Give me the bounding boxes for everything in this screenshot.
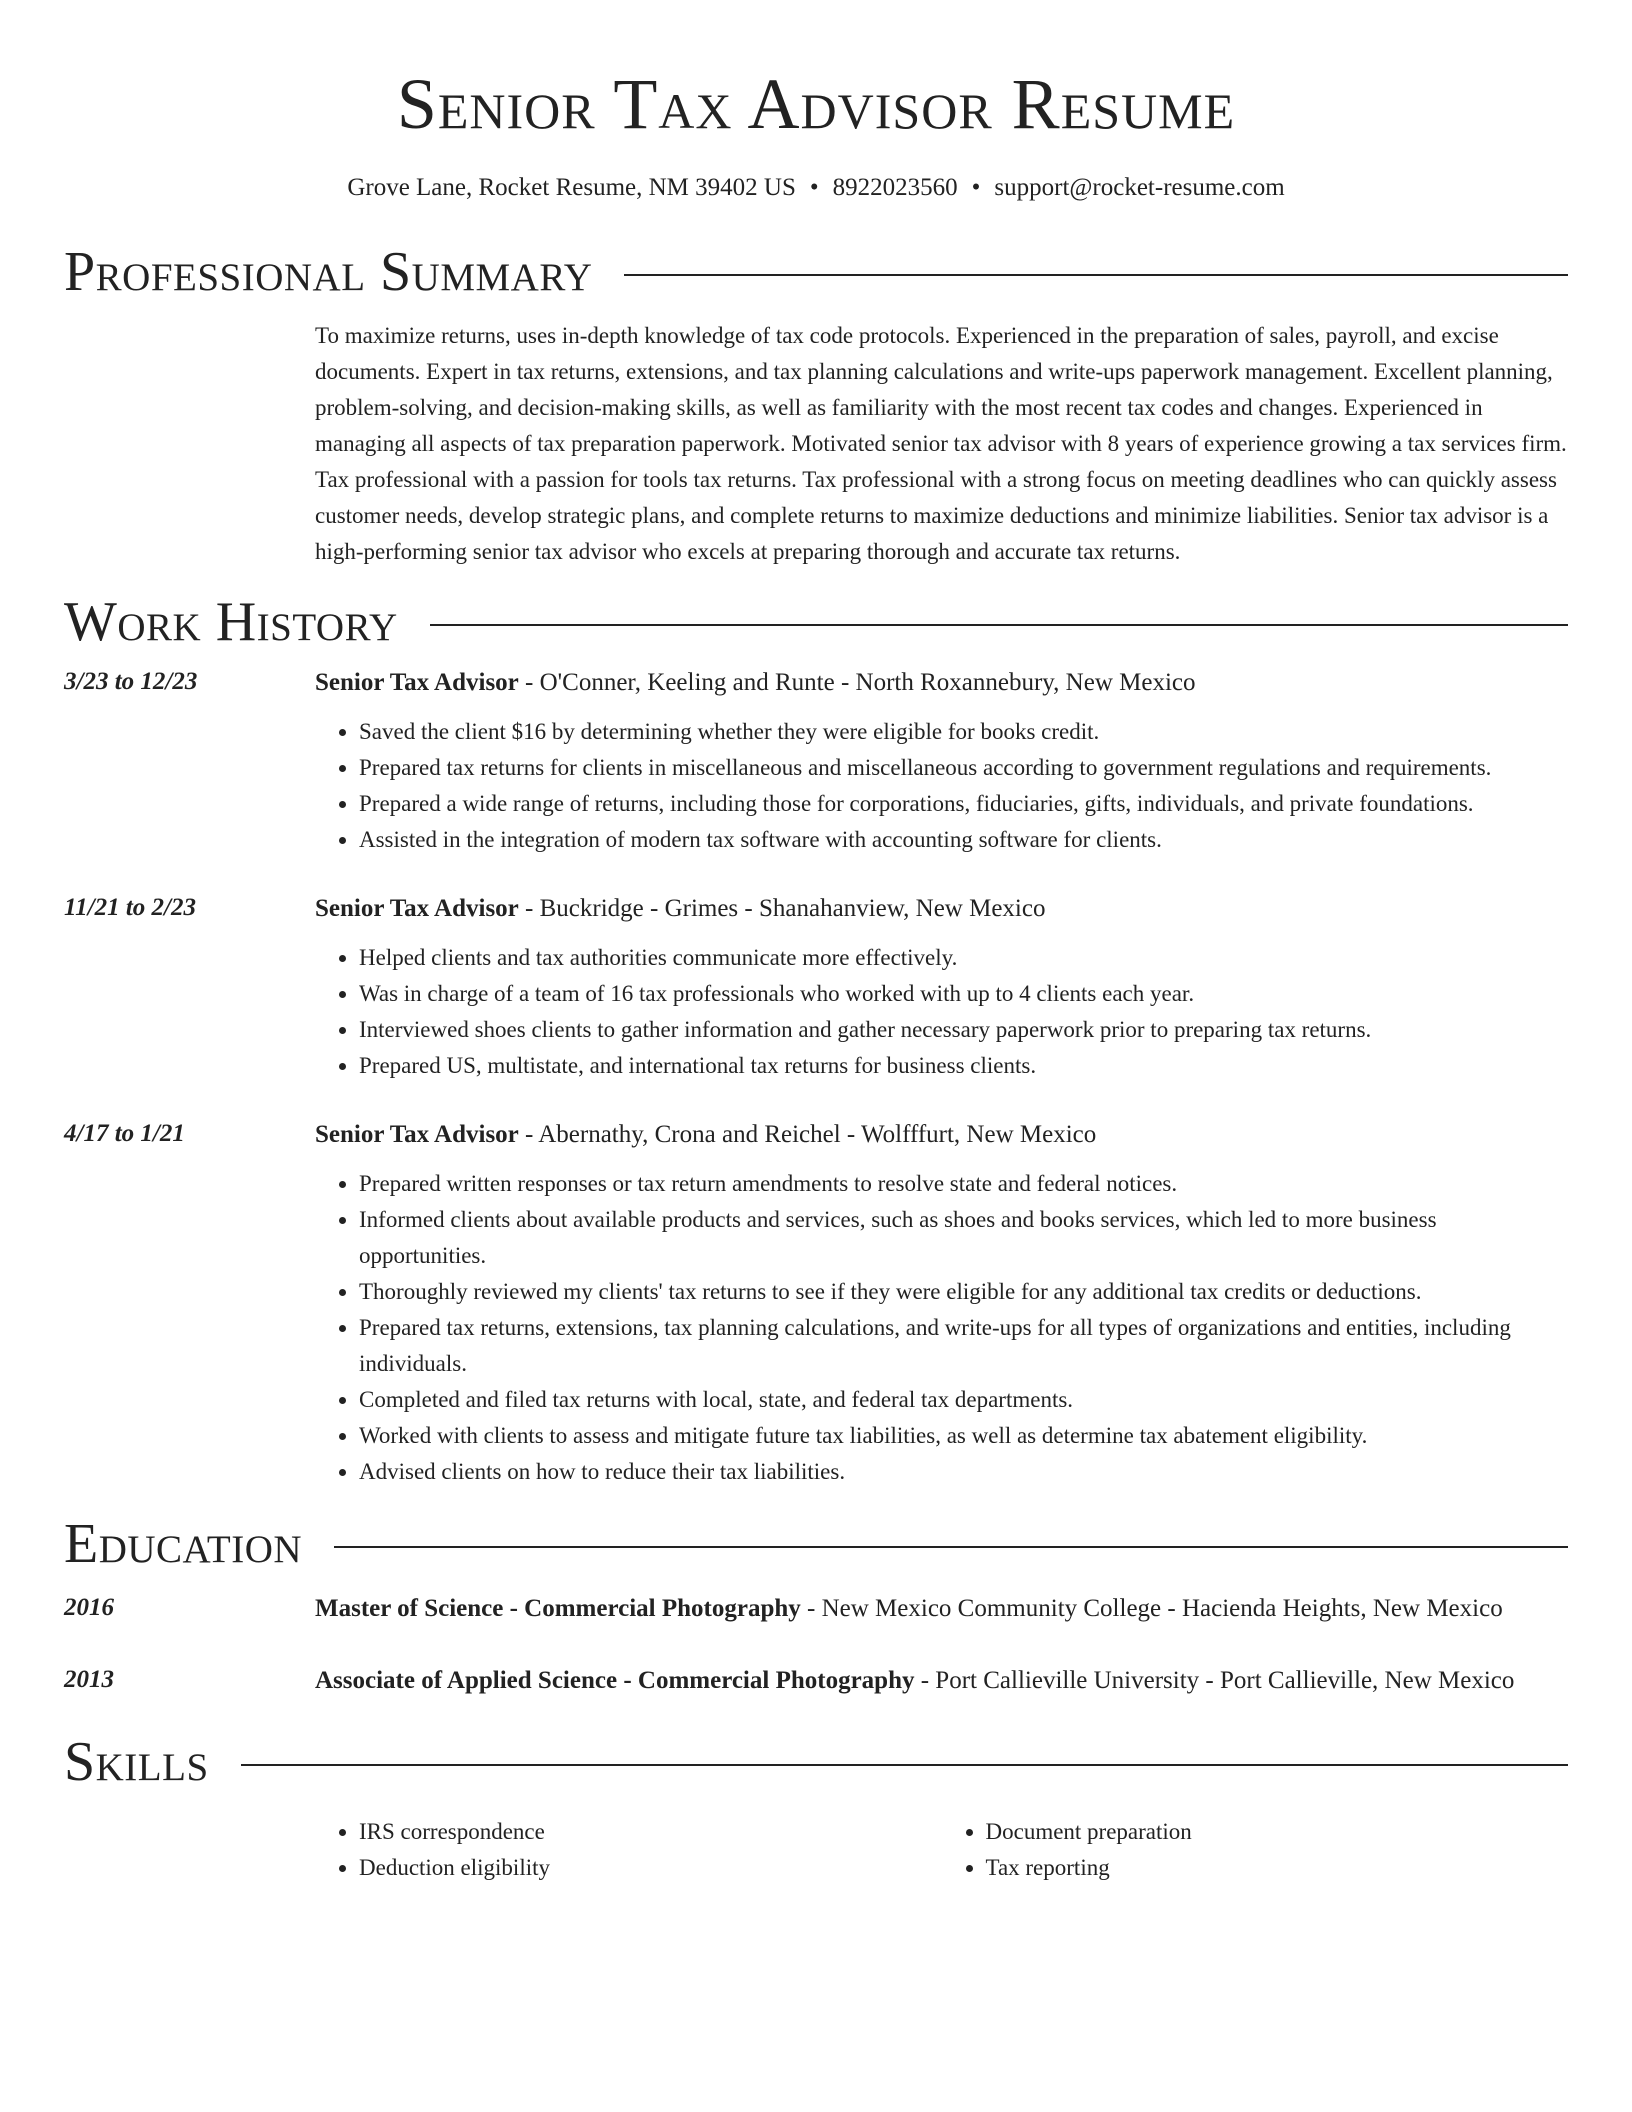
list-item: • Informed clients about available products and services, such as shoes and books services, which led to more business opportunities. (359, 1202, 1568, 1274)
list-item: • Advised clients on how to reduce their tax liabilities. (359, 1454, 1568, 1490)
work-heading: Work History (64, 591, 398, 653)
job-entry (64, 664, 1568, 858)
list-item: • Helped clients and tax authorities communicate more effectively. (359, 940, 1568, 976)
section-divider (334, 1546, 1568, 1548)
contact-email[interactable]: support@rocket-resume.com (994, 174, 1285, 201)
job-title: Senior Tax Advisor (315, 669, 519, 696)
list-item: • Prepared US, multistate, and international tax returns for business clients. (359, 1048, 1568, 1084)
contact-separator: • (809, 174, 819, 201)
work-section-header (64, 590, 1568, 654)
contact-phone: 8922023560 (832, 174, 958, 201)
education-degree: Associate of Applied Science - Commercial Photography (315, 1667, 915, 1694)
section-divider (430, 624, 1568, 626)
section-divider (624, 274, 1568, 276)
job-dates: 11/21 to 2/23 (64, 894, 196, 921)
skills-column-right (942, 1814, 1569, 1886)
job-details: - O'Conner, Keeling and Runte - North Roxannebury, New Mexico (518, 669, 1196, 696)
list-item: • Interviewed shoes clients to gather information and gather necessary paperwork prior to preparing tax returns. (359, 1012, 1568, 1048)
skill-item: • Document preparation (986, 1814, 1569, 1850)
section-divider (241, 1764, 1568, 1766)
summary-text: To maximize returns, uses in-depth knowledge of tax code protocols. Experienced in the preparation of sales, payroll, and excise documents. Expert in tax returns, extensions, and tax planning calculations and write-ups paperwork management. Excellent planning, problem-solving, and decision-making skills, as well as familiarity with the most recent tax codes and changes. Experienced in managing all aspects of tax preparation paperwork. Motivated senior tax advisor with 8 years of experience growing a tax services firm. Tax professional with a passion for tools tax returns. Tax professional with a strong focus on meeting deadlines who can quickly assess customer needs, develop strategic plans, and complete returns to maximize deductions and minimize liabilities. Senior tax advisor is a high-performing senior tax advisor who excels at preparing thorough and accurate tax returns. (315, 323, 1567, 564)
education-year: 2013 (64, 1666, 114, 1693)
job-bullets (315, 940, 1568, 1084)
list-item: • Thoroughly reviewed my clients' tax returns to see if they were eligible for any additional tax credits or deductions. (359, 1274, 1568, 1310)
list-item: • Was in charge of a team of 16 tax professionals who worked with up to 4 clients each year. (359, 976, 1568, 1012)
job-bullets (315, 1166, 1568, 1490)
list-item: • Saved the client $16 by determining whether they were eligible for books credit. (359, 714, 1568, 750)
job-entry (64, 890, 1568, 1084)
education-degree: Master of Science - Commercial Photography (315, 1595, 801, 1622)
education-heading: Education (64, 1513, 303, 1575)
list-item: • Prepared written responses or tax return amendments to resolve state and federal notices. (359, 1166, 1568, 1202)
skills-list (315, 1814, 1568, 1886)
skills-column-left (315, 1814, 942, 1886)
list-item: • Prepared a wide range of returns, including those for corporations, fiduciaries, gifts, individuals, and private foundations. (359, 786, 1568, 822)
contact-separator: • (971, 174, 981, 201)
job-dates: 4/17 to 1/21 (64, 1120, 185, 1147)
skill-item: • Deduction eligibility (359, 1850, 942, 1886)
job-heading (315, 1116, 1568, 1154)
summary-heading: Professional Summary (64, 241, 593, 303)
education-section-header (64, 1512, 1568, 1576)
job-title: Senior Tax Advisor (315, 895, 519, 922)
summary-section-header (64, 240, 1568, 304)
contact-line (64, 172, 1568, 204)
job-title: Senior Tax Advisor (315, 1121, 519, 1148)
resume-page (64, 0, 1568, 1886)
contact-address: Grove Lane, Rocket Resume, NM 39402 US (347, 174, 796, 201)
job-bullets (315, 714, 1568, 858)
education-heading-line (315, 1590, 1568, 1628)
education-details: - New Mexico Community College - Hacienda Heights, New Mexico (800, 1595, 1503, 1622)
education-year: 2016 (64, 1594, 114, 1621)
skills-heading: Skills (64, 1731, 209, 1793)
job-dates: 3/23 to 12/23 (64, 668, 198, 695)
resume-title: Senior Tax Advisor Resume (396, 64, 1236, 144)
list-item: • Assisted in the integration of modern tax software with accounting software for clients. (359, 822, 1568, 858)
skill-item: • Tax reporting (986, 1850, 1569, 1886)
education-entry (64, 1590, 1568, 1628)
job-details: - Abernathy, Crona and Reichel - Wolfffurt, New Mexico (518, 1121, 1097, 1148)
job-heading (315, 890, 1568, 928)
job-heading (315, 664, 1568, 702)
job-entry (64, 1116, 1568, 1490)
education-heading-line (315, 1662, 1568, 1700)
list-item: • Prepared tax returns, extensions, tax planning calculations, and write-ups for all types of organizations and entities, including individuals. (359, 1310, 1568, 1382)
education-details: - Port Callieville University - Port Callieville, New Mexico (914, 1667, 1515, 1694)
education-entry (64, 1662, 1568, 1700)
list-item: • Completed and filed tax returns with local, state, and federal tax departments. (359, 1382, 1568, 1418)
list-item: • Prepared tax returns for clients in miscellaneous and miscellaneous according to government regulations and requirements. (359, 750, 1568, 786)
skills-section-header (64, 1730, 1568, 1794)
skill-item: • IRS correspondence (359, 1814, 942, 1850)
job-details: - Buckridge - Grimes - Shanahanview, New Mexico (518, 895, 1046, 922)
list-item: • Worked with clients to assess and mitigate future tax liabilities, as well as determine tax abatement eligibility. (359, 1418, 1568, 1454)
